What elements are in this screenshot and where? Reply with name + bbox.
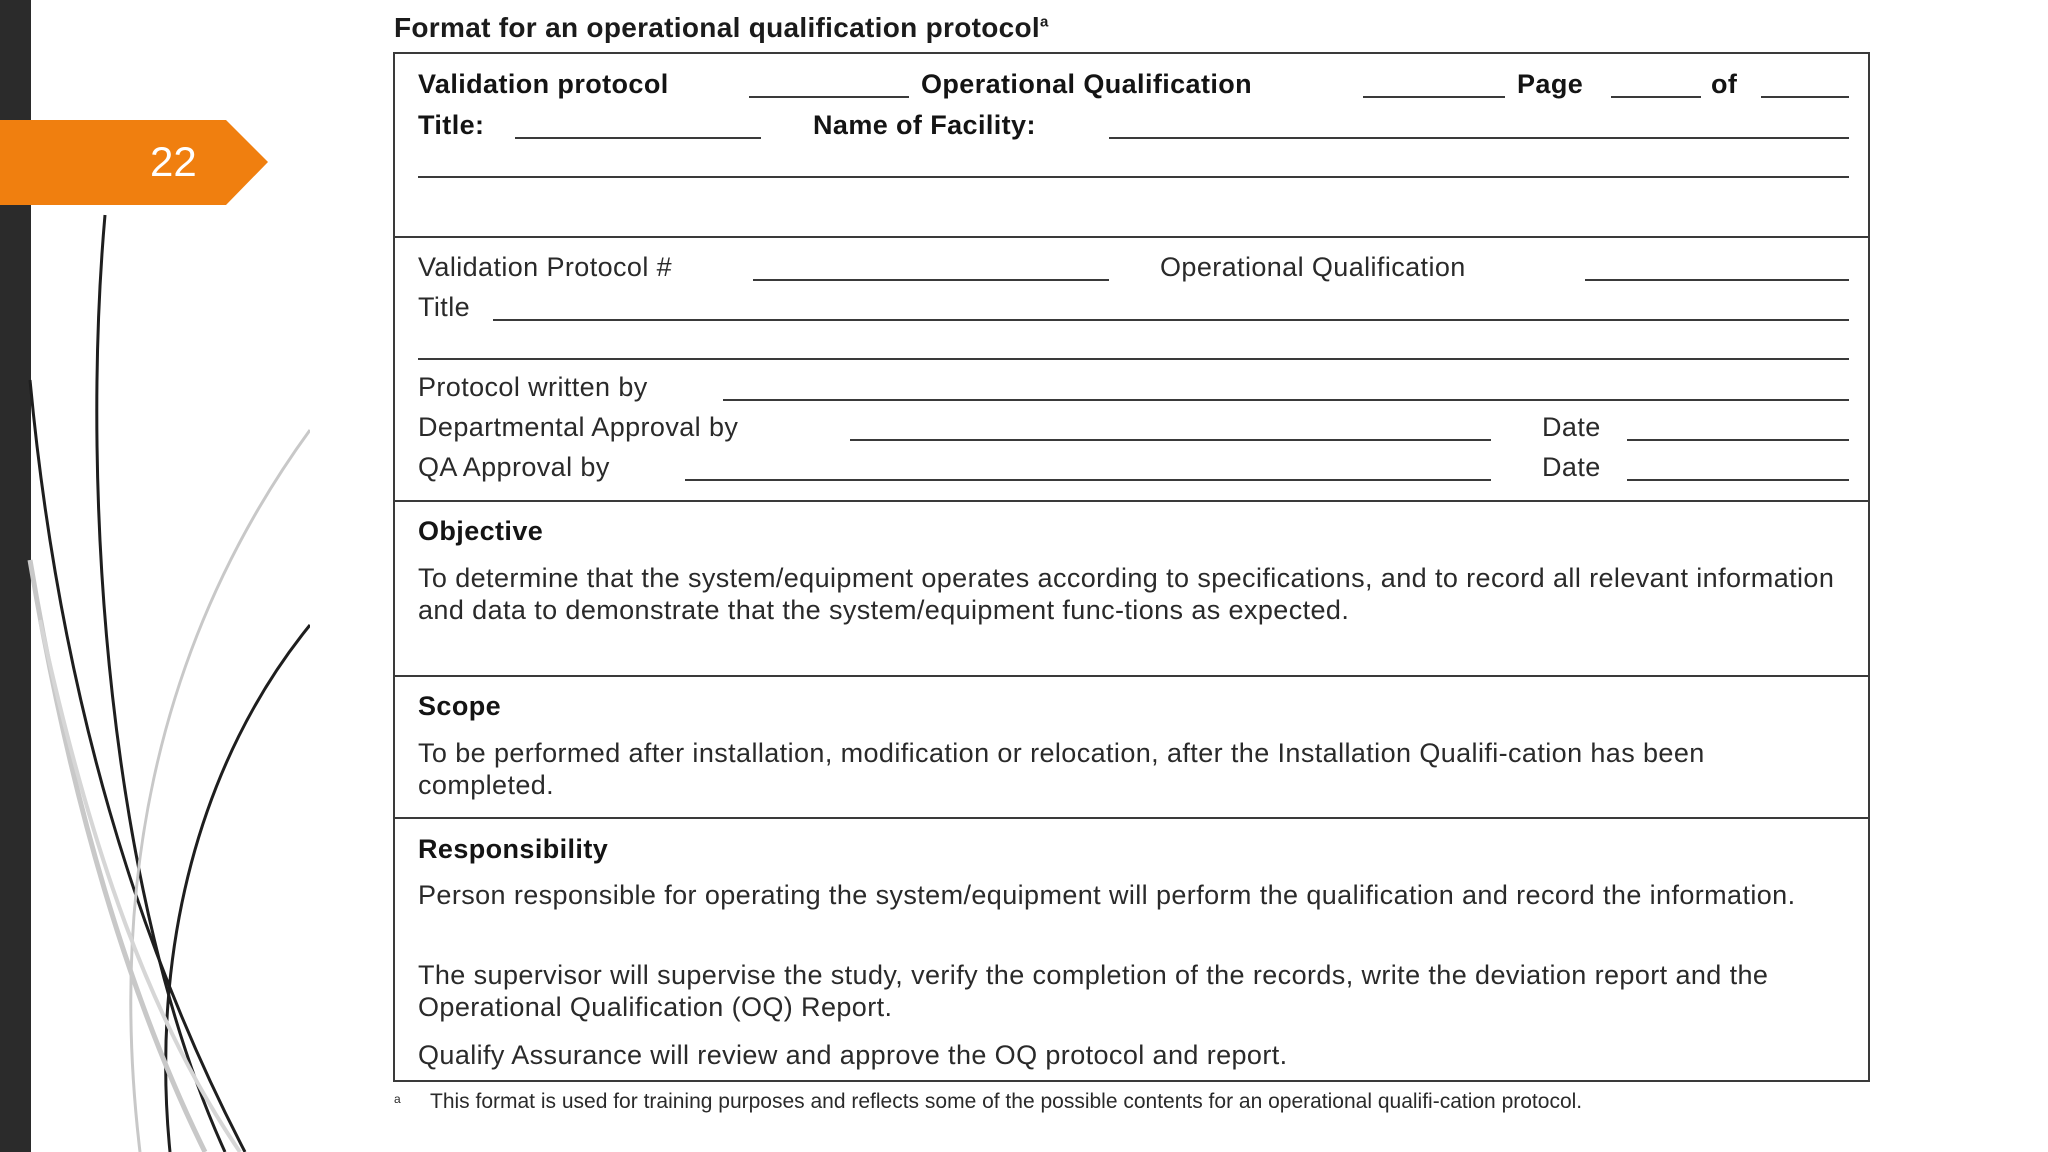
blank-line: [1585, 279, 1849, 281]
blank-line: [753, 279, 1109, 281]
document-image: [310, 0, 1914, 1152]
details-section: [395, 238, 1868, 502]
objective-text: To determine that the system/equipment operates according to specifications, and to record all relevant information and data to demonstrate that the system/equipment func-tions as expected.: [418, 563, 1835, 625]
blank-line: [1109, 137, 1849, 139]
responsibility-paragraph: Qualify Assurance will review and approve the OQ protocol and report.: [418, 1040, 1288, 1070]
blank-line: [493, 319, 1849, 321]
blank-line: [1627, 439, 1849, 441]
date-label: Date: [1542, 452, 1601, 482]
footnote-mark: a: [394, 1092, 401, 1106]
blank-line: [418, 358, 1849, 360]
details-title-label: Title: [418, 292, 471, 322]
dept-approval-label: Departmental Approval by: [418, 412, 739, 442]
blank-line: [749, 96, 909, 98]
slide-number: 22: [150, 138, 197, 185]
header-section: [395, 54, 1868, 238]
blank-line: [515, 137, 761, 139]
facility-label: Name of Facility:: [813, 110, 1036, 140]
document-title: Format for an operational qualification protocol$^a$: [394, 12, 1049, 43]
written-by-label: Protocol written by: [418, 372, 648, 402]
objective-section: [395, 502, 1868, 677]
validation-protocol-label: Validation protocol: [418, 69, 669, 99]
slide-number-tag: [0, 120, 268, 205]
responsibility-section: [395, 819, 1868, 1080]
responsibility-paragraph: The supervisor will supervise the study, verify the completion of the records, write the deviation report and the Operational Qualification (OQ) Report.: [418, 960, 1769, 1022]
title-label: Title:: [418, 110, 485, 140]
blank-line: [1363, 96, 1505, 98]
scope-text: To be performed after installation, modification or relocation, after the Installation Qualifi-cation has been completed.: [418, 738, 1705, 800]
blank-line: [1761, 96, 1849, 98]
page-label: Page: [1517, 69, 1584, 99]
operational-qualification-label: Operational Qualification: [921, 69, 1253, 99]
oq-label: Operational Qualification: [1160, 252, 1466, 282]
of-label: of: [1711, 69, 1738, 99]
blank-line: [418, 176, 1849, 178]
qa-approval-label: QA Approval by: [418, 452, 610, 482]
responsibility-paragraph: Person responsible for operating the system/equipment will perform the qualification and record the information.: [418, 880, 1796, 910]
scope-heading: Scope: [418, 691, 502, 721]
protocol-form: [393, 52, 1870, 1082]
responsibility-heading: Responsibility: [418, 834, 609, 864]
blank-line: [723, 399, 1849, 401]
scope-section: [395, 677, 1868, 819]
blank-line: [1611, 96, 1701, 98]
protocol-number-label: Validation Protocol #: [418, 252, 673, 282]
objective-heading: Objective: [418, 516, 544, 546]
footnote-text: This format is used for training purposes and reflects some of the possible contents for an operational qualifi-cation protocol.: [430, 1090, 1583, 1113]
blank-line: [850, 439, 1491, 441]
date-label: Date: [1542, 412, 1601, 442]
blank-line: [1627, 479, 1849, 481]
blank-line: [685, 479, 1491, 481]
